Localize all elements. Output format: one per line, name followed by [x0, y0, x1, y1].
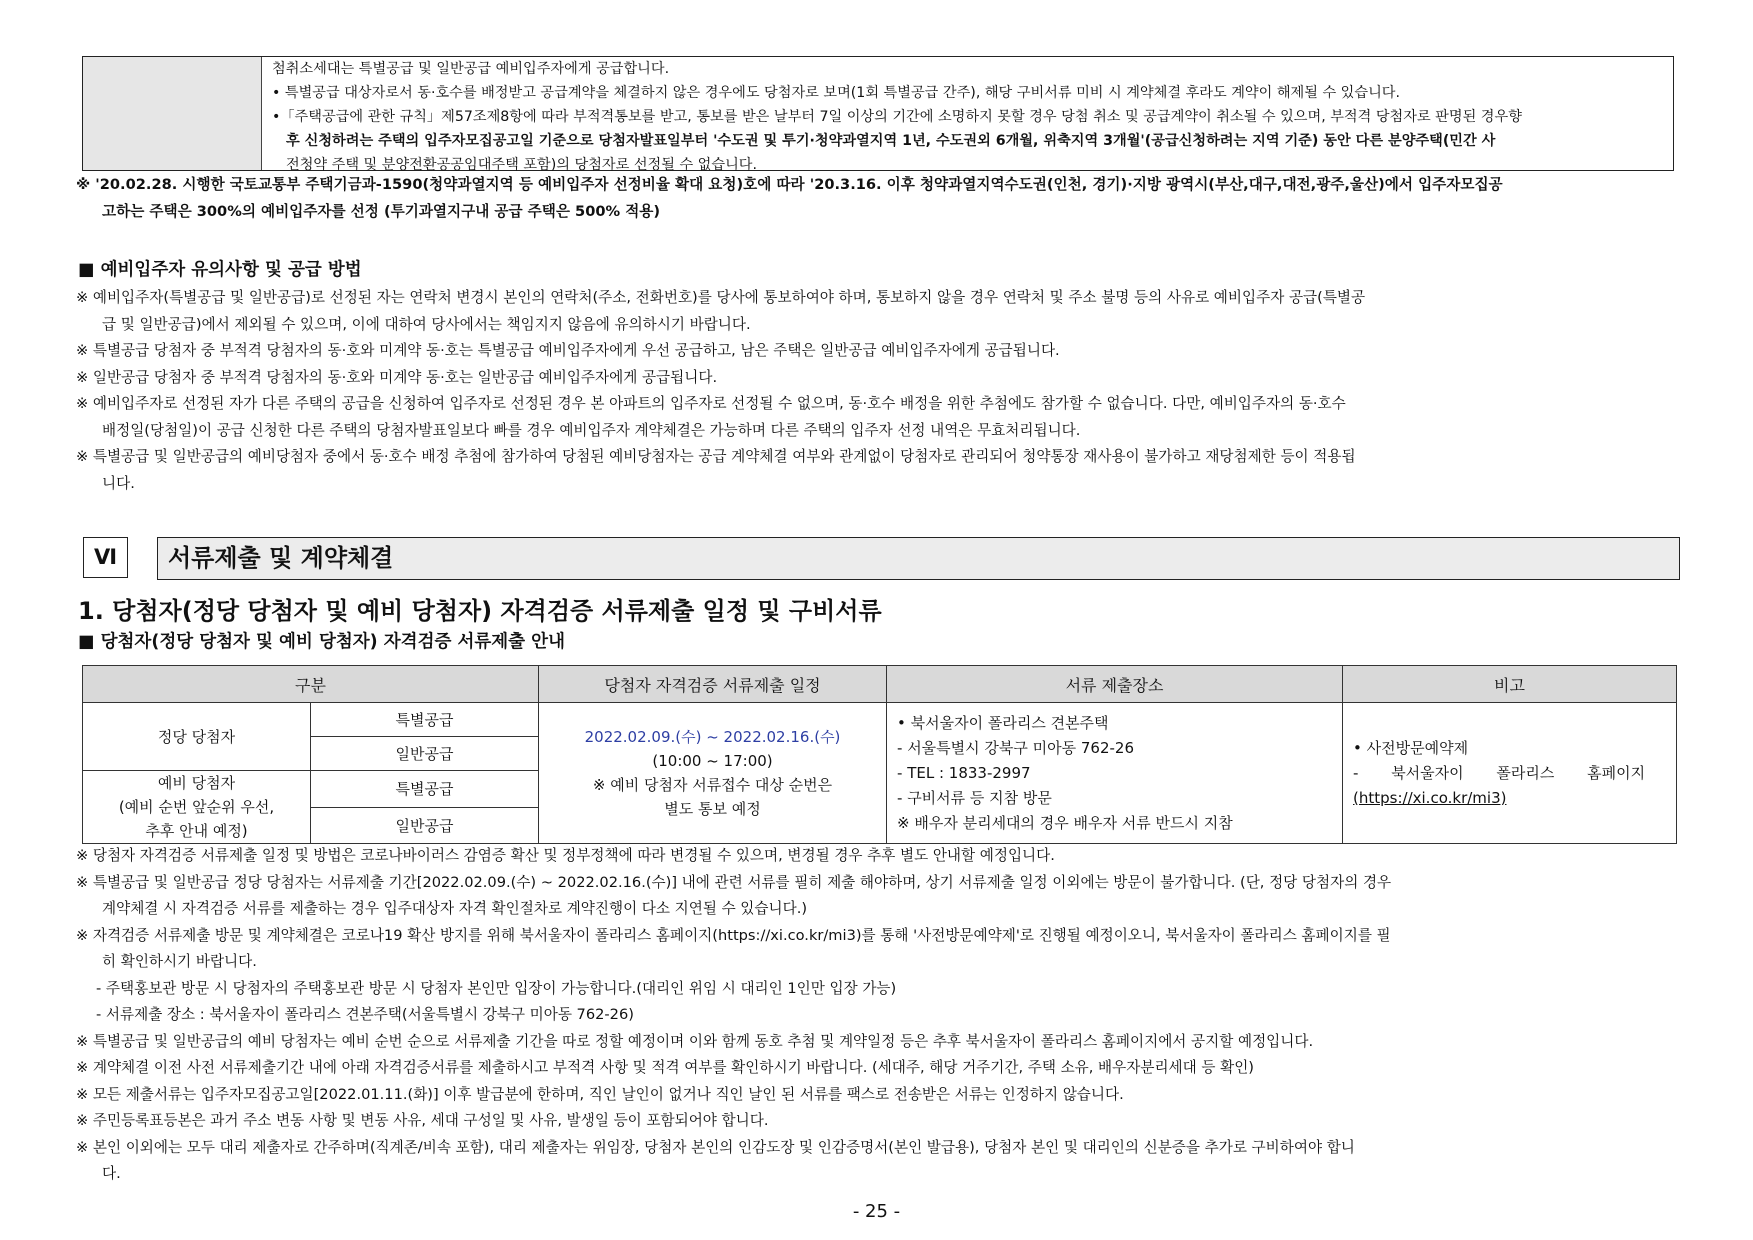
- reserve-notes: [76, 285, 1676, 497]
- section-number: Ⅵ: [83, 537, 128, 578]
- group-reserve-line-1: 예비 당첨자: [157, 774, 236, 792]
- continuation-table-content: [262, 57, 1673, 173]
- bottom-note-7: - 서류제출 장소 : 북서울자이 폴라리스 견본주택(서울특별시 강북구 미아동 762-26): [96, 1006, 634, 1023]
- bottom-note-13: 다.: [102, 1165, 121, 1182]
- cont-line-5: 전청약 주택 및 분양전환공공임대주택 포함)의 당첨자로 선정될 수 없습니다.: [286, 157, 757, 173]
- type-general: 일반공급: [311, 737, 539, 771]
- bottom-note-6: - 주택홍보관 방문 시 당첨자의 주택홍보관 방문 시 당첨자 본인만 입장이 가능합니다.(대리인 위임 시 대리인 1인만 입장 가능): [96, 979, 897, 997]
- remarks-line-2-text: - 북서울자이 폴라리스 홈페이지: [1353, 763, 1646, 782]
- cont-line-4: 후 신청하려는 주택의 입주자모집공고일 기준으로 당첨자발표일부터 '수도권 및 투기·청약과열지역 1년, 수도권외 6개월, 위축지역 3개월'(공급신청하려는 지역 기준) 동안 다른 분양주택(민간 사: [286, 133, 1496, 149]
- section-header: [83, 537, 1680, 580]
- bottom-note-11: ※ 주민등록표등본은 과거 주소 변동 사항 및 변동 사유, 세대 구성일 및 사유, 발생일 등이 포함되어야 합니다.: [76, 1112, 769, 1129]
- continuation-table-label-cell: [83, 57, 262, 170]
- type-special: 특별공급: [311, 703, 539, 737]
- reserve-heading: ■ 예비입주자 유의사항 및 공급 방법: [78, 260, 362, 280]
- bottom-note-4: ※ 자격검증 서류제출 방문 및 계약체결은 코로나19 확산 방지를 위해 북서울자이 폴라리스 홈페이지(https://xi.co.kr/mi3)를 통해 '사전방문예약제'로 진행될 예정이오니, 북서울자이 폴라리스 홈페이지를 필: [76, 926, 1391, 944]
- bottom-note-3: 계약체결 시 자격검증 서류를 제출하는 경우 입주대상자 자격 확인절차로 계약진행이 다소 지연될 수 있습니다.): [102, 900, 808, 917]
- subsection-heading: ■ 당첨자(정당 당첨자 및 예비 당첨자) 자격검증 서류제출 안내: [78, 632, 565, 652]
- reserve-ratio-note-line-2: 고하는 주택은 300%의 예비입주자를 선정 (투기과열지구내 공급 주택은 500% 적용): [102, 202, 661, 220]
- table-row: [83, 703, 1677, 737]
- continuation-table: [82, 56, 1674, 171]
- cont-line-1: 첨취소세대는 특별공급 및 일반공급 예비입주자에게 공급합니다.: [272, 61, 670, 77]
- place-line-4: - 구비서류 등 지참 방문: [897, 788, 1052, 807]
- reserve-ratio-note: [76, 172, 1676, 225]
- schedule-note-2: 별도 통보 예정: [664, 800, 761, 818]
- bottom-note-9: ※ 계약체결 이전 사전 서류제출기간 내에 아래 자격검증서류를 제출하시고 부적격 사항 및 적격 여부를 확인하시기 바랍니다. (세대주, 해당 거주기간, 주택 소유, 배우자분리세대 등 확인): [76, 1059, 1254, 1076]
- reserve-note-4a: ※ 예비입주자로 선정된 자가 다른 주택의 공급을 신청하여 입주자로 선정된 경우 본 아파트의 입주자로 선정될 수 없으며, 동·호수 배정을 위한 추첨에도 참가할 수 없습니다. 다만, 예비입주자의 동·호수: [76, 395, 1346, 412]
- bottom-note-1: ※ 당첨자 자격검증 서류제출 일정 및 방법은 코로나바이러스 감염증 확산 및 정부정책에 따라 변경될 수 있으며, 변경될 경우 추후 별도 안내할 예정입니다.: [76, 847, 1055, 864]
- reserve-ratio-note-line-1: ※ '20.02.28. 시행한 국토교통부 주택기금과-1590(청약과열지역 등 예비입주자 선정비율 확대 요청)호에 따라 '20.3.16. 이후 청약과열지역수도권(인천, 경기)·지방 광역시(부산,대구,대전,광주,울산)에서 입주자모집공: [76, 176, 1503, 193]
- schedule-time: (10:00 ~ 17:00): [652, 752, 773, 770]
- group-winner: 정당 당첨자: [83, 703, 311, 771]
- document-schedule-table: [82, 665, 1677, 844]
- bottom-note-10: ※ 모든 제출서류는 입주자모집공고일[2022.01.11.(화)] 이후 발급분에 한하며, 직인 날인이 없거나 직인 날인 된 서류를 팩스로 전송받은 서류는 인정하지 않습니다.: [76, 1085, 1124, 1103]
- section-title: 서류제출 및 계약체결: [157, 537, 1680, 580]
- group-reserve-line-3: 추후 안내 예정): [145, 822, 248, 840]
- bottom-note-8: ※ 특별공급 및 일반공급의 예비 당첨자는 예비 순번 순으로 서류제출 기간을 따로 정할 예정이며 이와 함께 동호 추첨 및 계약일정 등은 추후 북서울자이 폴라리스 홈페이지에서 공지할 예정입니다.: [76, 1032, 1314, 1050]
- reserve-note-2: ※ 특별공급 당첨자 중 부적격 당첨자의 동·호와 미계약 동·호는 특별공급 예비입주자에게 우선 공급하고, 남은 주택은 일반공급 예비입주자에게 공급됩니다.: [76, 342, 1060, 359]
- bottom-notes: [76, 843, 1676, 1188]
- reserve-note-3: ※ 일반공급 당첨자 중 부적격 당첨자의 동·호와 미계약 동·호는 일반공급 예비입주자에게 공급됩니다.: [76, 368, 718, 386]
- reserve-note-5a: ※ 특별공급 및 일반공급의 예비당첨자 중에서 동·호수 배정 추첨에 참가하여 당첨된 예비당첨자는 공급 계약체결 여부와 관계없이 당첨자로 관리되어 청약통장 재사용이 불가하고 재당첨제한 등이 적용됩: [76, 448, 1356, 465]
- type-special-reserve: 특별공급: [311, 771, 539, 808]
- page-number: - 25 -: [852, 1201, 901, 1222]
- header-place: 서류 제출장소: [887, 666, 1343, 703]
- subsection-title: 1. 당첨자(정당 당첨자 및 예비 당첨자) 자격검증 서류제출 일정 및 구비서류: [78, 597, 882, 625]
- bottom-note-2: ※ 특별공급 및 일반공급 정당 당첨자는 서류제출 기간[2022.02.09.(수) ~ 2022.02.16.(수)] 내에 관련 서류를 필히 제출 해야하며, 상기 서류제출 일정 이외에는 방문이 불가합니다. (단, 정당 당첨자의 경우: [76, 873, 1392, 891]
- header-schedule: 당첨자 자격검증 서류제출 일정: [539, 666, 887, 703]
- schedule-cell: [539, 703, 887, 844]
- remarks-line-1: • 사전방문예약제: [1353, 738, 1469, 757]
- place-cell: [887, 703, 1343, 844]
- group-reserve-line-2: (예비 순번 앞순위 우선,: [118, 798, 275, 816]
- place-line-5: ※ 배우자 분리세대의 경우 배우자 서류 반드시 지참: [897, 813, 1233, 832]
- group-reserve: [83, 771, 311, 844]
- header-category: 구분: [83, 666, 539, 703]
- type-general-reserve: 일반공급: [311, 807, 539, 844]
- place-line-3: - TEL : 1833-2997: [897, 763, 1031, 782]
- reserve-note-1a: ※ 예비입주자(특별공급 및 일반공급)로 선정된 자는 연락처 변경시 본인의 연락처(주소, 전화번호)를 당사에 통보하여야 하며, 통보하지 않을 경우 연락처 및 주소 불명 등의 사유로 예비입주자 공급(특별공: [76, 289, 1366, 306]
- place-line-2: - 서울특별시 강북구 미아동 762-26: [897, 738, 1135, 757]
- table-header-row: [83, 666, 1677, 703]
- cont-line-2: • 특별공급 대상자로서 동·호수를 배정받고 공급계약을 체결하지 않은 경우에도 당첨자로 보며(1회 특별공급 간주), 해당 구비서류 미비 시 계약체결 후라도 계약이 해제될 수 있습니다.: [272, 85, 1400, 101]
- schedule-note-1: ※ 예비 당첨자 서류접수 대상 순번은: [592, 776, 833, 794]
- bottom-note-12: ※ 본인 이외에는 모두 대리 제출자로 간주하며(직계존/비속 포함), 대리 제출자는 위임장, 당첨자 본인의 인감도장 및 인감증명서(본인 발급용), 당첨자 본인 및 대리인의 신분증을 추가로 구비하여야 합니: [76, 1138, 1355, 1156]
- cont-line-3: •「주택공급에 관한 규칙」제57조제8항에 따라 부적격통보를 받고, 통보를 받은 날부터 7일 이상의 기간에 소명하지 못할 경우 당첨 취소 및 공급계약이 취소될 수 있으며, 부적격 당첨자로 판명된 경우향: [272, 109, 1522, 125]
- homepage-link[interactable]: (https://xi.co.kr/mi3): [1353, 788, 1507, 807]
- remarks-line-2: [1353, 761, 1672, 786]
- reserve-note-5b: 니다.: [102, 474, 135, 492]
- header-remarks: 비고: [1343, 666, 1677, 703]
- place-line-1: • 북서울자이 폴라리스 견본주택: [897, 713, 1109, 732]
- remarks-cell: [1343, 703, 1677, 844]
- reserve-note-4b: 배정일(당첨일)이 공급 신청한 다른 주택의 당첨자발표일보다 빠를 경우 예비입주자 계약체결은 가능하며 다른 주택의 입주자 선정 내역은 무효처리됩니다.: [102, 421, 1081, 439]
- bottom-note-5: 히 확인하시기 바랍니다.: [102, 953, 257, 970]
- schedule-date: 2022.02.09.(수) ~ 2022.02.16.(수): [584, 728, 841, 746]
- reserve-note-1b: 급 및 일반공급)에서 제외될 수 있으며, 이에 대하여 당사에서는 책임지지 않음에 유의하시기 바랍니다.: [102, 315, 751, 333]
